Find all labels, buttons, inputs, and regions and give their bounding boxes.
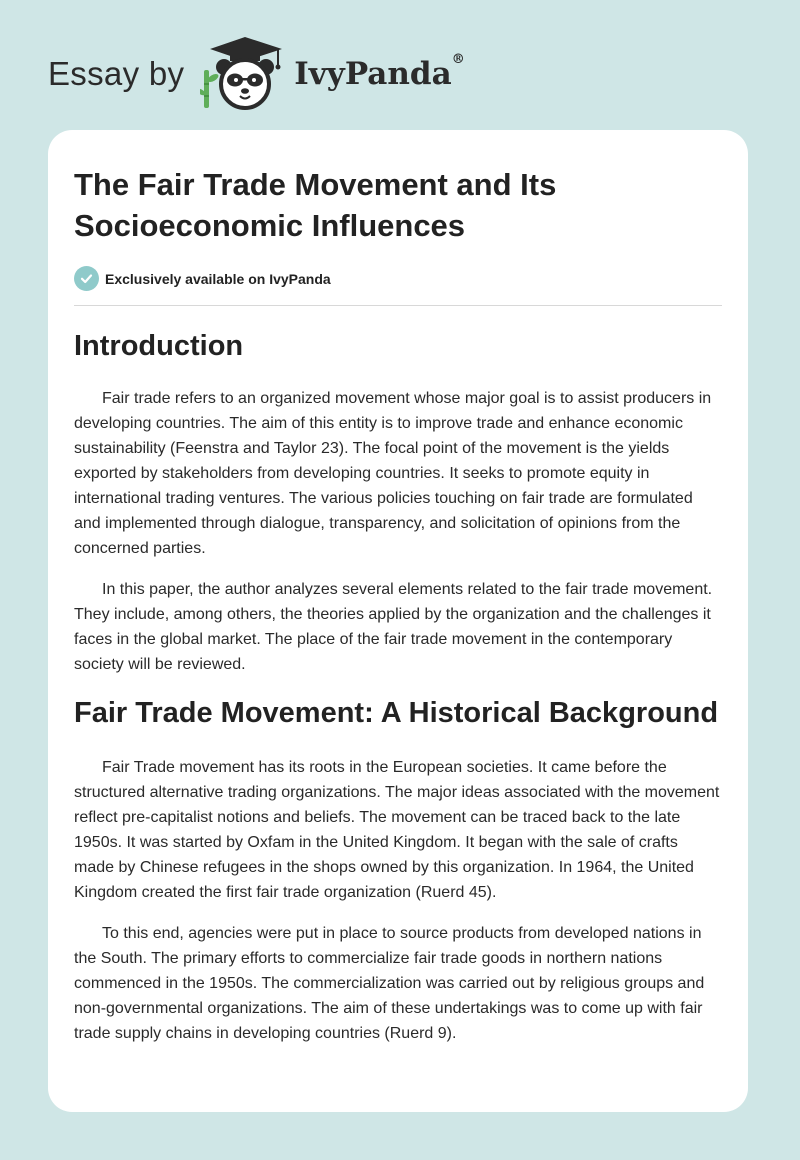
section-introduction bbox=[74, 326, 722, 677]
check-icon bbox=[74, 266, 99, 291]
paragraph: To this end, agencies were put in place to source products from developed nations in the South. The primary efforts to commercialize fair trade goods in northern nations commenced in the 1950s. The commercialization was carried out by religious groups and non-governmental organizations. The aim of these undertakings was to come up with fair trade supply chains in developing countries (Ruerd 9). bbox=[74, 925, 705, 1042]
section-historical-background bbox=[74, 693, 722, 1046]
panda-logo-icon[interactable] bbox=[200, 34, 290, 114]
essay-title: The Fair Trade Movement and Its Socioeconomic Influences bbox=[74, 167, 557, 243]
essay-card bbox=[48, 130, 748, 1112]
divider bbox=[74, 305, 722, 306]
brand-name-text: IvyPanda bbox=[294, 56, 452, 92]
paragraph: Fair Trade movement has its roots in the European societies. It came before the structured alternative trading organizations. The major ideas associated with the movement reflect pre-capitalist notions and beliefs. The movement can be traced back to the late 1950s. It was started by Oxfam in the United Kingdom. It began with the sale of crafts made by Chinese refugees in the shops owned by this organization. In 1964, the United Kingdom created the first fair trade organization (Ruerd 45). bbox=[74, 759, 720, 901]
brand-prefix: Essay by bbox=[48, 55, 185, 92]
paragraph: In this paper, the author analyzes several elements related to the fair trade movement. They include, among others, the theories applied by the organization and the challenges it faces in the global market. The place of the fair trade movement in the contemporary society will be reviewed. bbox=[74, 581, 713, 673]
registered-mark: ® bbox=[451, 52, 465, 67]
exclusive-badge-label: Exclusively available on IvyPanda bbox=[105, 270, 331, 287]
paragraph: Fair trade refers to an organized movement whose major goal is to assist producers in developing countries. The aim of this entity is to improve trade and enhance economic sustainability (Feenstra and Taylor 23). The focal point of the movement is the yields exported by stakeholders from developing countries. It seeks to promote equity in international trading ventures. The various policies touching on fair trade are formulated and implemented through dialogue, transparency, and solicitation of opinions from the concerned parties. bbox=[74, 390, 712, 557]
section-heading: Fair Trade Movement: A Historical Background bbox=[74, 697, 719, 729]
exclusive-badge bbox=[74, 266, 722, 291]
section-heading: Introduction bbox=[74, 330, 244, 362]
brand-name[interactable] bbox=[294, 52, 465, 92]
brand-header bbox=[48, 34, 465, 114]
